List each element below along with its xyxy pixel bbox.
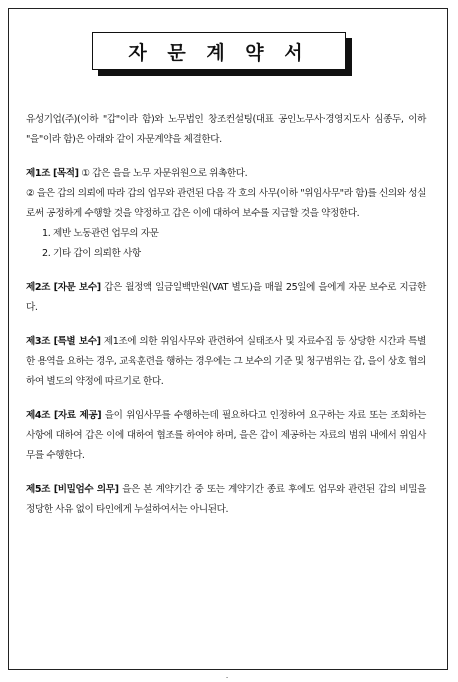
article-5-text: 을은 본 계약기간 중 또는 계약기간 종료 후에도 업무와 관련된 갑의 비밀을 정당한 사유 없이 타인에게 누설하여서는 아니된다.	[26, 484, 426, 515]
article-2-heading: 제2조 [자문 보수]	[26, 282, 101, 293]
article-2-text: 갑은 월정액 일금일백만원(VAT 별도)을 매월 25일에 을에게 자문 보수로 지급한다.	[26, 282, 426, 313]
article-3	[26, 332, 426, 392]
title-box	[92, 32, 346, 70]
article-1-heading: 제1조 [목적]	[26, 168, 79, 179]
contract-body	[26, 110, 426, 520]
document-title: 자 문 계 약 서	[128, 41, 310, 64]
article-1-item: 1. 제반 노동관련 업무의 자문	[42, 228, 159, 239]
article-1-text: ① 갑은 을을 노무 자문위원으로 위촉한다.	[81, 168, 248, 179]
intro-paragraph: 유성기업(주)(이하 "갑"이라 함)와 노무법인 창조컨설팅(대표 공인노무사·경영지도사 심종두, 이하 "을"이라 함)은 아래와 같이 자문계약을 체결한다.	[26, 114, 426, 145]
title-block	[92, 32, 352, 76]
article-1-item: 2. 기타 갑이 의뢰한 사항	[42, 248, 141, 259]
article-3-heading: 제3조 [특별 보수]	[26, 336, 101, 347]
article-1-clause-2: ② 을은 갑의 의뢰에 따라 갑의 업무와 관련된 다음 각 호의 사무(이하 "위임사무"라 함)를 신의와 성실로써 공정하게 수행할 것을 약정하고 갑은 이에 대하여 보수를 지급할 것을 약정한다.	[26, 188, 426, 219]
article-5	[26, 480, 426, 520]
article-4-text: 을이 위임사무를 수행하는데 필요하다고 인정하여 요구하는 자료 또는 조회하는 사항에 대하여 갑은 이에 대하여 협조를 하여야 하며, 을은 갑이 제공하는 자료의 범위 내에서 위임사무를 수행한다.	[26, 410, 426, 461]
article-4-heading: 제4조 [자료 제공]	[26, 410, 102, 421]
article-1	[26, 164, 426, 184]
article-3-text: 제1조에 의한 위임사무와 관련하여 실태조사 및 자료수집 등 상당한 시간과 특별한 용역을 요하는 경우, 교육훈련을 행하는 경우에는 그 보수의 기준 및 청구범위는 갑, 을이 상호 협의하여 별도의 약정에 따르기로 한다.	[26, 336, 426, 387]
article-2	[26, 278, 426, 318]
footer-mark: -	[226, 674, 229, 681]
article-4	[26, 406, 426, 466]
article-5-heading: 제5조 [비밀엄수 의무]	[26, 484, 119, 495]
